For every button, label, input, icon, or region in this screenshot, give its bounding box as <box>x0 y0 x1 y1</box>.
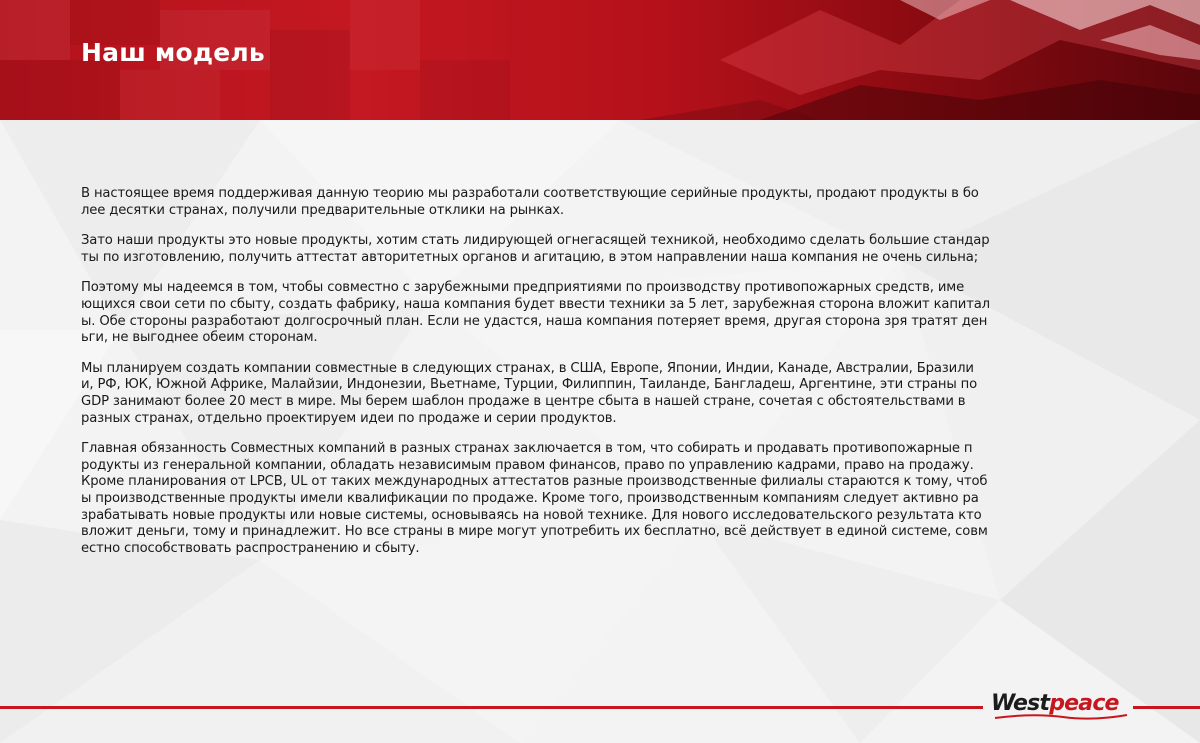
logo-text-west: West <box>991 691 1050 716</box>
page-title: Наш модель <box>81 38 265 67</box>
paragraph: Главная обязанность Совместных компаний в разных странах заключается в том, что собирать и продавать противопожарные п родукты из генеральной компании, обладать независимым правом финансов, право по управлению кадрами, право на продажу. Кроме планирования от LPCB, UL от таких международных аттестатов разные производственные филиалы стараются к тому, чтоб ы производственные продукты имели квалификации по продаже. Кроме того, производственным компаниям следует активно ра зрабатывать новые продукты или новые системы, основываясь на новой технике. Для нового исследовательского результата кто вложит деньги, тому и принадлежит. Но все страны в мире могут употребить их бесплатно, всё действует в единой системе, совм естно способствовать распространению и сбыту. <box>81 441 988 556</box>
logo-swoosh-icon <box>993 712 1129 722</box>
paragraph: Поэтому мы надеемся в том, чтобы совместно с зарубежными предприятиями по производству противопожарных средств, име ющихся свои сети по сбыту, создать фабрику, наша компания будет ввести техники за 5 лет, зарубежная сторона вложит капитал ы. Обе стороны разработают долгосрочный план. Если не удастся, наша компания потеряет время, другая сторона зря тратят ден ьги, не выгоднее обеим сторонам. <box>81 280 990 346</box>
paragraph: Зато наши продукты это новые продукты, хотим стать лидирующей огнегасящей техникой, необходимо сделать большие стандар ты по изготовлению, получить аттестат авторитетных органов и агитацию, в этом направлении наша компания не очень сильна; <box>81 233 990 265</box>
paragraph: В настоящее время поддерживая данную теорию мы разработали соответствующие серийные продукты, продают продукты в бо лее десятки странах, получили предварительные отклики на рынках. <box>81 186 979 218</box>
logo-text-peace: peace <box>1049 691 1119 716</box>
footer-divider-left <box>0 706 983 709</box>
paragraph: Мы планируем создать компании совместные в следующих странах, в США, Европе, Японии, Индии, Канаде, Австралии, Бразили и, РФ, ЮК, Южной Африке, Малайзии, Индонезии, Вьетнаме, Турции, Филиппин, Таиланде, Бангладеш, Аргентине, эти страны по GDP занимают более 20 мест в мире. Мы берем шаблон продаже в центре сбыта в нашей стране, сочетая с обстоятельствами в разных странах, отдельно проектируем идеи по продаже и серии продуктов. <box>81 360 978 426</box>
footer-divider-right <box>1133 706 1200 709</box>
header-banner <box>0 0 1200 120</box>
content-body <box>81 186 1137 571</box>
